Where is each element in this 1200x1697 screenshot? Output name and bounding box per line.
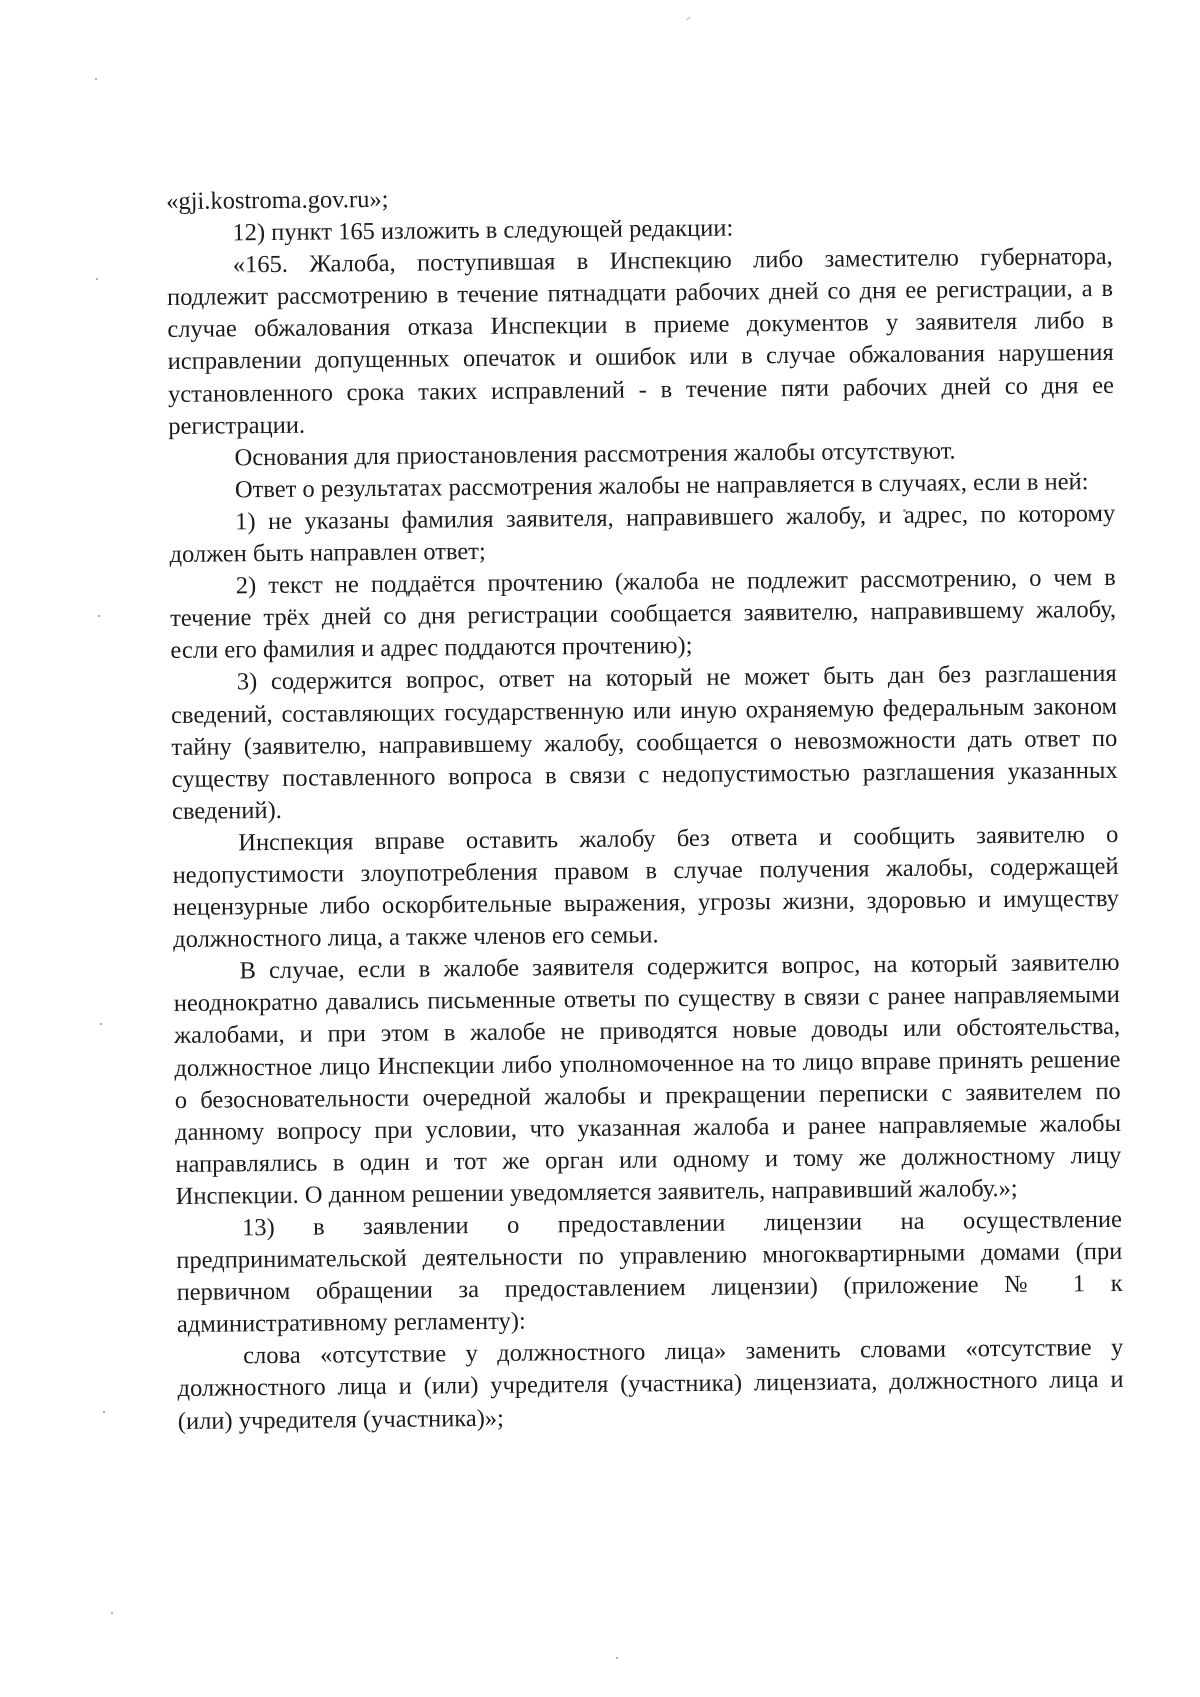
- scan-speck: [616, 1657, 618, 1659]
- wording-replacement-paragraph: слова «отсутствие у должностного лица» заменить словами «отсутствие у должностного лица и (или) учредителя (участника) лицензиата, должностного лица и (или) учредителя (участника)»;: [177, 1334, 1124, 1435]
- item-12-heading: 12) пункт 165 изложить в следующей редакции:: [232, 214, 734, 247]
- site-address-line: «gji.kostroma.gov.ru»;: [166, 185, 389, 215]
- scan-speck: [96, 278, 98, 280]
- case-2-paragraph: 2) текст не поддаётся прочтению (жалоба не подлежит рассмотрению, о чем в течение трёх дней со дня регистрации сообщается заявителю, направившему жалобу, если его фамилия и адрес поддаются прочтению);: [170, 564, 1117, 665]
- suspension-grounds-paragraph: Основания для приостановления рассмотрения жалобы отсутствуют.: [234, 437, 956, 472]
- scan-speck: [100, 1023, 102, 1025]
- scan-mark: [686, 17, 690, 21]
- clause-165-paragraph: «165. Жалоба, поступившая в Инспекцию либо заместителю губернатора, подлежит рассмотрению в течение пятнадцати рабочих дней со дня ее регистрации, а в случае обжалования отказа Инспекции в приеме документов у заявителя либо в исправлении допущенных опечаток и ошибок или в случае обжалования нарушения установленного срока таких исправлений - в течение пяти рабочих дней со дня ее регистрации.: [166, 243, 1115, 440]
- scan-speck: [95, 78, 97, 80]
- scan-speck: [98, 615, 100, 617]
- case-3-paragraph: 3) содержится вопрос, ответ на который не может быть дан без разглашения сведений, составляющих государственную или иную охраняемую федеральным законом тайну (заявителю, направившему жалобу, сообщается о невозможности дать ответ по существу поставленного вопроса в связи с недопустимостью разглашения указанных сведений).: [170, 660, 1118, 825]
- no-response-cases-paragraph: Ответ о результатах рассмотрения жалобы не направляется в случаях, если в ней:: [234, 468, 1089, 504]
- case-1-paragraph: 1) не указаны фамилия заявителя, направившего жалобу, и адрес, по которому должен быть направлен ответ;: [169, 499, 1116, 569]
- abuse-of-right-paragraph: Инспекция вправе оставить жалобу без ответа и сообщить заявителю о недопустимости злоупотребления правом в случае получения жалобы, содержащей нецензурные либо оскорбительные выражения, угрозы жизни, здоровью и имуществу должностного лица, а также членов его семьи.: [172, 820, 1120, 954]
- scan-speck: [103, 1411, 105, 1413]
- item-13-paragraph: 13) в заявлении о предоставлении лицензии на осуществление предпринимательской деятельности по управлению многоквартирными домами (при первичном обращении за предоставлением лицензии) (приложение № 1 к административному регламенту):: [176, 1205, 1123, 1339]
- repeated-complaint-paragraph: В случае, если в жалобе заявителя содержится вопрос, на который заявителю неоднократно давались письменные ответы по существу в связи с ранее направляемыми жалобами, и при этом в жалобе не приводятся новые доводы или обстоятельства, должностное лицо Инспекции либо уполномоченное на то лицо вправе принять решение о безосновательности очередной жалобы и прекращении переписки с заявителем по данному вопросу при условии, что указанная жалоба и ранее направляемые жалобы направлялись в один и тот же орган или одному и тому же должностному лицу Инспекции. О данном решении уведомляется заявитель, направивший жалобу.»;: [173, 949, 1122, 1210]
- document-body: [166, 177, 1124, 1438]
- scan-speck: [111, 1612, 113, 1614]
